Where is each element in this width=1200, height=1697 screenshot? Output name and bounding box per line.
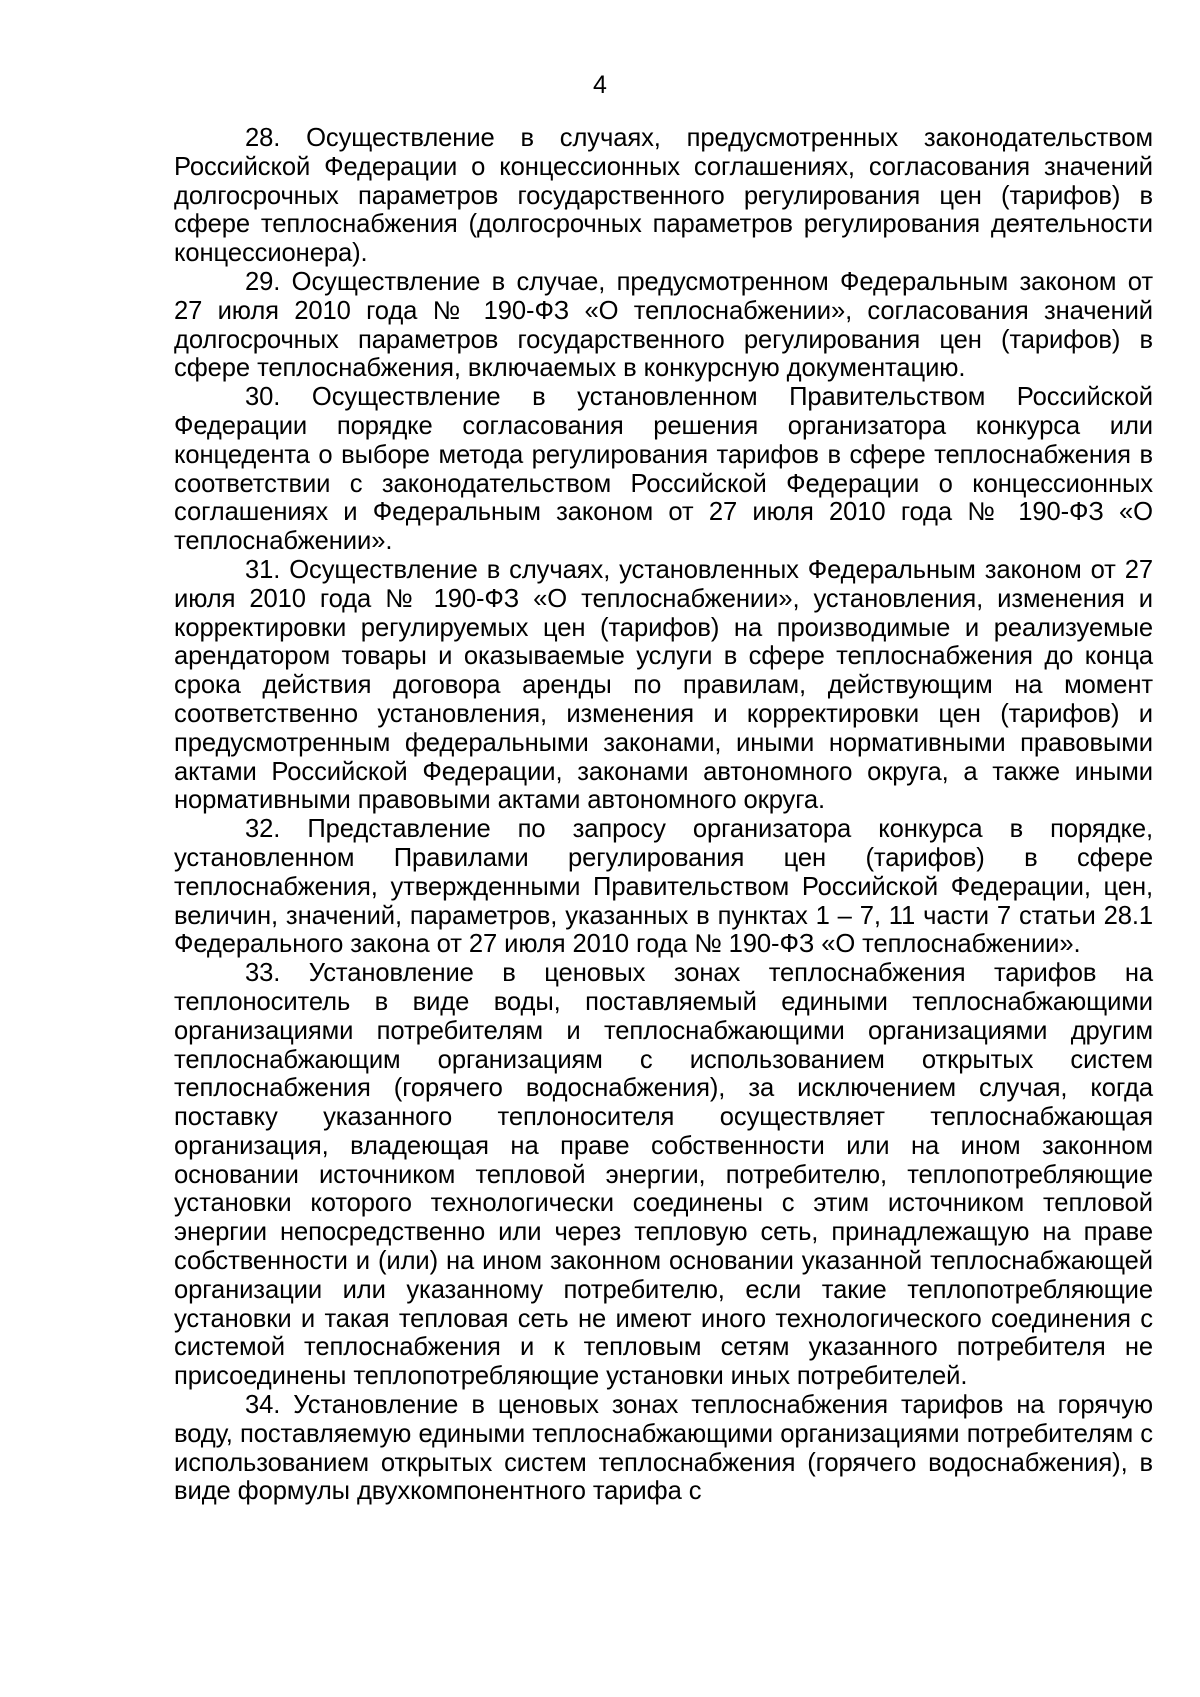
paragraph-29: [174, 268, 1153, 383]
paragraph-text: Представление по запросу организатора конкурса в порядке, установленном Правилами регулирования цен (тарифов) в сфере теплоснабжения, утвержденными Правительством Российской Федерации, цен, величин, значений, параметров, указанных в пунктах 1 – 7, 11 части 7 статьи 28.1 Федерального закона от 27 июля 2010 года № 190-ФЗ «О теплоснабжении».: [174, 815, 1154, 959]
paragraph-number: 30.: [245, 383, 281, 412]
paragraph-28: [174, 124, 1153, 268]
paragraph-text: Установление в ценовых зонах теплоснабжения тарифов на горячую воду, поставляемую едиными теплоснабжающими организациями потребителям с использованием открытых систем теплоснабжения (горячего водоснабжения), в виде формулы двухкомпонентного тарифа с: [174, 1391, 1154, 1506]
paragraph-text: Осуществление в случаях, установленных Федеральным законом от 27 июля 2010 года № 190-ФЗ «О теплоснабжении», установления, изменения и корректировки регулируемых цен (тарифов) на производимые и реализуемые арендатором товары и оказываемые услуги в сфере теплоснабжения до конца срока действия договора аренды по правилам, действующим на момент соответственно установления, изменения и корректировки цен (тарифов) и предусмотренным федеральными законами, иными нормативными правовыми актами Российской Федерации, законами автономного округа, а также иными нормативными правовыми актами автономного округа.: [174, 555, 1153, 815]
paragraph-31: [174, 556, 1153, 815]
paragraph-33: [174, 959, 1153, 1391]
paragraph-text: Осуществление в случаях, предусмотренных законодательством Российской Федерации о концессионных соглашениях, согласования значений долгосрочных параметров государственного регулирования цен (тарифов) в сфере теплоснабжения (долгосрочных параметров регулирования деятельности концессионера).: [174, 124, 1153, 268]
paragraph-number: 32.: [245, 815, 281, 844]
paragraph-34: [174, 1391, 1153, 1506]
paragraph-number: 28.: [245, 124, 281, 152]
paragraph-text: Осуществление в установленном Правительством Российской Федерации порядке согласования решения организатора конкурса или концедента о выборе метода регулирования тарифов в сфере теплоснабжения в соответствии с законодательством Российской Федерации о концессионных соглашениях и Федеральным законом от 27 июля 2010 года № 190-ФЗ «О теплоснабжении».: [174, 383, 1153, 556]
paragraph-number: 33.: [245, 959, 281, 988]
document-body: [174, 124, 1153, 1506]
paragraph-32: [174, 815, 1153, 959]
paragraph-text: Установление в ценовых зонах теплоснабжения тарифов на теплоноситель в виде воды, поставляемый едиными теплоснабжающими организациями потребителям и теплоснабжающими организациями другим теплоснабжающим организациям с использованием открытых систем теплоснабжения (горячего водоснабжения), за исключением случая, когда поставку указанного теплоносителя осуществляет теплоснабжающая организация, владеющая на праве собственности или на ином законном основании источником тепловой энергии, потребителю, теплопотребляющие установки которого технологически соединены с этим источником тепловой энергии непосредственно или через тепловую сеть, принадлежащую на праве собственности и (или) на ином законном основании указанной теплоснабжающей организации или указанному потребителю, если такие теплопотребляющие установки и такая тепловая сеть не имеют иного технологического соединения с системой теплоснабжения и к тепловым сетям указанного потребителя не присоединены теплопотребляющие установки иных потребителей.: [174, 959, 1153, 1391]
paragraph-text: Осуществление в случае, предусмотренном Федеральным законом от 27 июля 2010 года № 190-ФЗ «О теплоснабжении», согласования значений долгосрочных параметров государственного регулирования цен (тарифов) в сфере теплоснабжения, включаемых в конкурсную документацию.: [174, 267, 1154, 383]
paragraph-number: 34.: [245, 1391, 281, 1420]
paragraph-30: [174, 383, 1153, 556]
page-number: 4: [593, 71, 607, 99]
paragraph-number: 31.: [245, 555, 281, 584]
paragraph-number: 29.: [245, 267, 281, 296]
